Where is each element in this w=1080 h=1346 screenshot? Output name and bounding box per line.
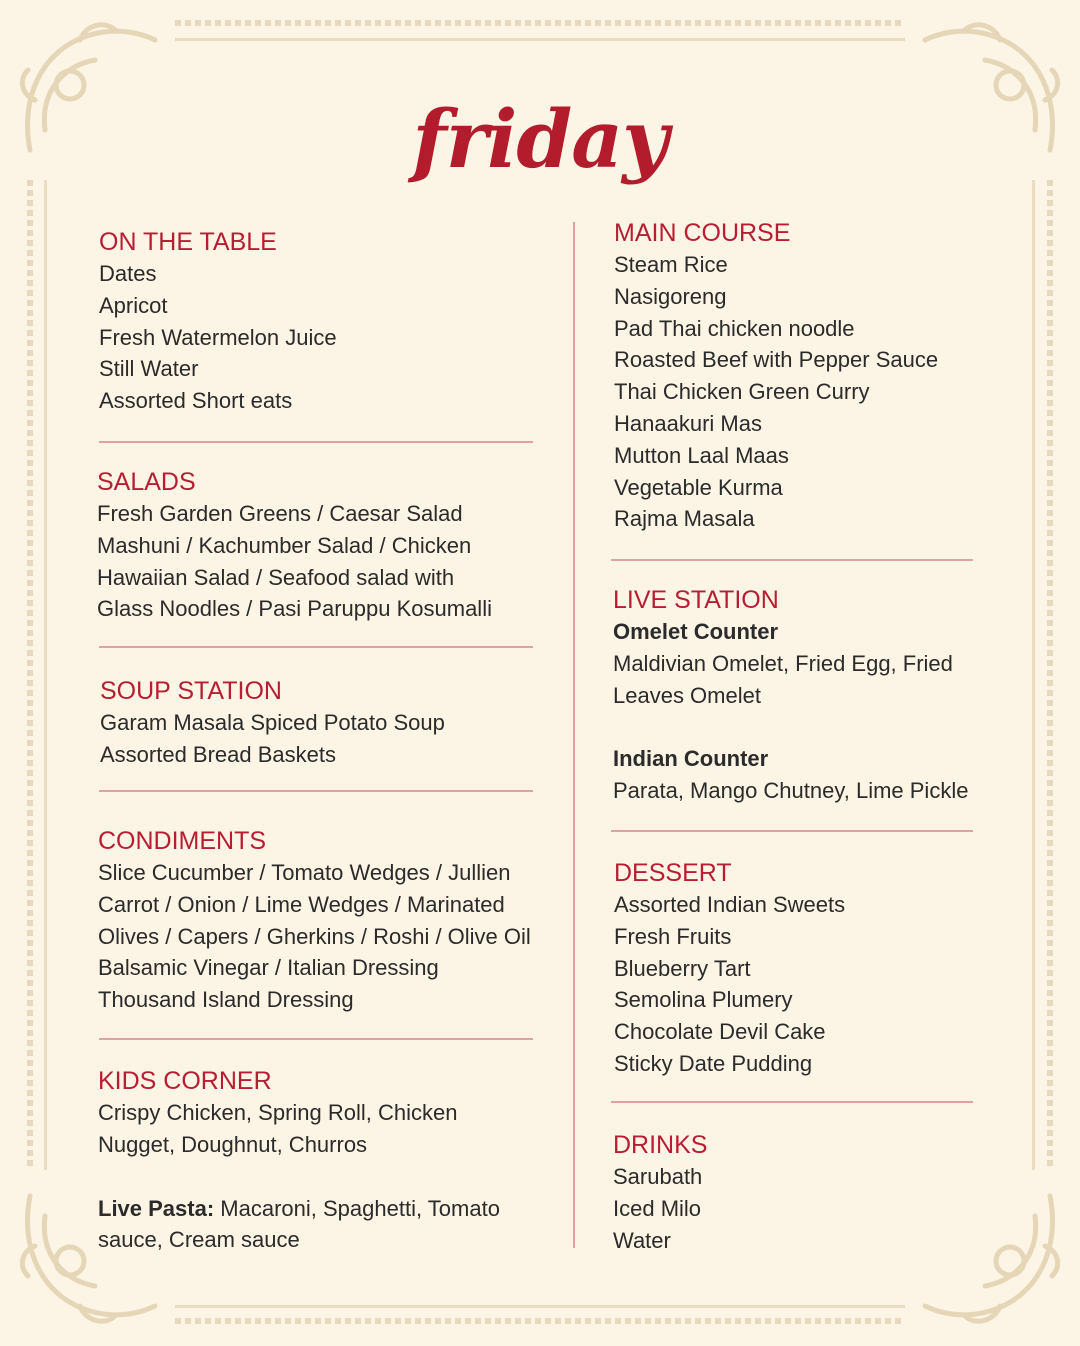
section-dessert: [614, 857, 845, 1080]
item-list: [97, 498, 492, 625]
list-item: Sarubath: [613, 1164, 703, 1189]
left-border-line: [44, 180, 47, 1170]
spacer: [98, 1161, 500, 1193]
indian-counter-title: Indian Counter: [613, 746, 769, 772]
list-item: Apricot: [99, 292, 168, 318]
item-list: [98, 857, 531, 1016]
item-list: [613, 616, 968, 807]
live-pasta-text: Macaroni, Spaghetti, Tomato: [214, 1195, 500, 1221]
section-divider: [611, 830, 973, 832]
section-heading: SOUP STATION: [100, 677, 282, 705]
left-border-dots: [27, 180, 33, 1170]
list-item: Thai Chicken Green Curry: [614, 379, 870, 405]
list-line: Mashuni / Kachumber Salad / Chicken: [97, 532, 472, 558]
list-item: Water: [613, 1227, 671, 1253]
list-line: Slice Cucumber / Tomato Wedges / Jullien: [98, 860, 511, 885]
list-line: Glass Noodles / Pasi Paruppu Kosumalli: [97, 596, 492, 622]
list-item: Assorted Bread Baskets: [100, 741, 337, 767]
list-item: Fresh Watermelon Juice: [99, 324, 337, 350]
section-drinks: [613, 1129, 707, 1256]
list-item: Rajma Masala: [614, 506, 755, 532]
list-line: Leaves Omelet: [613, 682, 761, 708]
section-divider: [611, 559, 973, 561]
bottom-border-dots: [175, 1318, 905, 1324]
corner-ornament-icon: [920, 1186, 1070, 1336]
list-item: Still Water: [99, 356, 199, 382]
item-list: [613, 1161, 707, 1256]
list-item: Nasigoreng: [614, 283, 727, 309]
list-item: Pad Thai chicken noodle: [614, 315, 855, 341]
section-heading: MAIN COURSE: [614, 219, 791, 247]
list-item: Blueberry Tart: [614, 955, 751, 981]
bottom-border-line: [175, 1305, 905, 1308]
section-main-course: [614, 217, 938, 535]
section-divider: [99, 1038, 533, 1040]
list-item: Semolina Plumery: [614, 987, 793, 1013]
list-line: Fresh Garden Greens / Caesar Salad: [97, 501, 463, 526]
list-line: Carrot / Onion / Lime Wedges / Marinated: [98, 891, 505, 917]
list-item: Steam Rice: [614, 252, 728, 277]
section-heading: SALADS: [97, 468, 196, 496]
section-salads: [97, 466, 492, 625]
section-soup-station: [100, 675, 445, 771]
list-item: Assorted Short eats: [99, 388, 293, 414]
section-divider: [99, 441, 533, 443]
list-item: Sticky Date Pudding: [614, 1050, 813, 1076]
page-title: friday: [412, 92, 668, 186]
section-divider: [99, 790, 533, 792]
section-condiments: [98, 825, 531, 1016]
list-line: Balsamic Vinegar / Italian Dressing: [98, 955, 439, 981]
item-list: [98, 1097, 500, 1256]
section-divider: [611, 1101, 973, 1103]
item-list: [99, 258, 337, 417]
top-border-line: [175, 38, 905, 41]
list-item: Roasted Beef with Pepper Sauce: [614, 347, 939, 373]
list-line: Hawaiian Salad / Seafood salad with: [97, 564, 455, 590]
list-item: Iced Milo: [613, 1195, 702, 1221]
list-item: Mutton Laal Maas: [614, 442, 789, 468]
list-line: Parata, Mango Chutney, Lime Pickle: [613, 778, 969, 804]
section-live-station: [613, 584, 968, 807]
section-heading: DESSERT: [614, 859, 732, 887]
list-item: Dates: [99, 261, 157, 286]
top-border-dots: [175, 20, 905, 26]
section-heading: CONDIMENTS: [98, 827, 267, 855]
list-item: Fresh Fruits: [614, 923, 732, 949]
list-line: Maldivian Omelet, Fried Egg, Fried: [613, 650, 953, 676]
column-divider: [573, 222, 575, 1248]
section-heading: ON THE TABLE: [99, 228, 277, 256]
live-pasta-label: Live Pasta:: [98, 1195, 215, 1221]
omelet-counter-title: Omelet Counter: [613, 619, 779, 644]
section-heading: KIDS CORNER: [98, 1067, 272, 1095]
section-kids-corner: [98, 1065, 500, 1256]
right-border-line: [1032, 180, 1035, 1170]
list-item: Assorted Indian Sweets: [614, 892, 846, 917]
spacer: [613, 711, 968, 743]
section-heading: DRINKS: [613, 1131, 708, 1159]
list-line: Crispy Chicken, Spring Roll, Chicken: [98, 1100, 458, 1125]
section-heading: LIVE STATION: [613, 586, 779, 614]
item-list: [614, 889, 845, 1080]
list-line: Nugget, Doughnut, Churros: [98, 1131, 368, 1157]
list-line: Olives / Capers / Gherkins / Roshi / Olive Oil: [98, 923, 531, 949]
item-list: [100, 707, 445, 771]
list-line: Thousand Island Dressing: [98, 987, 354, 1013]
list-item: Garam Masala Spiced Potato Soup: [100, 710, 445, 735]
item-list: [614, 249, 938, 535]
section-on-the-table: [99, 226, 337, 417]
list-item: Hanaakuri Mas: [614, 410, 762, 436]
list-item: Vegetable Kurma: [614, 474, 783, 500]
list-item: Chocolate Devil Cake: [614, 1019, 826, 1045]
right-border-dots: [1047, 180, 1053, 1170]
live-pasta-line: [98, 1193, 500, 1225]
section-divider: [99, 646, 533, 648]
list-line: sauce, Cream sauce: [98, 1227, 300, 1253]
